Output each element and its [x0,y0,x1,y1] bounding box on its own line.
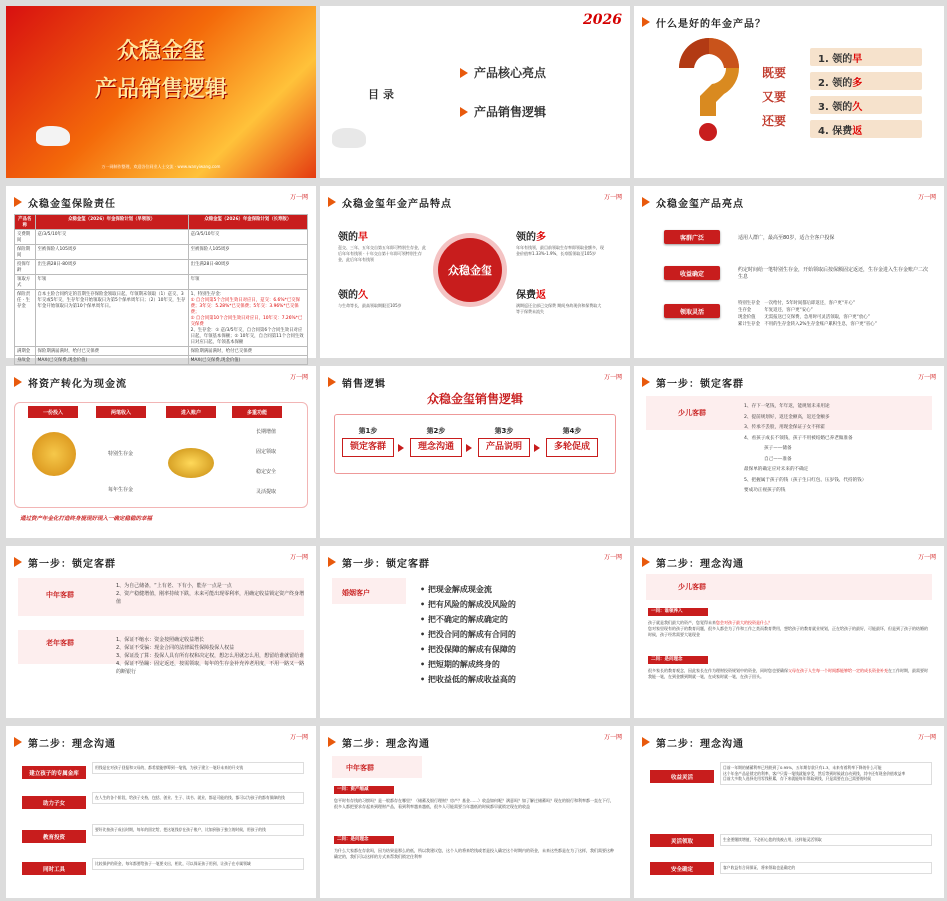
horse-image [36,126,70,146]
slide-subtitle: 销售逻辑 [342,378,386,390]
customer-label: 少儿客群 [678,408,706,417]
tag-certain: 收益确定 [664,266,720,280]
text-certain: 约定时间给一笔特别生存金，开始领取后按保额固定返还，生存金进入生存金账户二次生息 [738,267,929,280]
old-reasons: 1、保证不缩水：资金按照确定收益增长 2、保证不受骗：现金合同的法律属性保障投保人权益 3、保证没了算：投保人具有所有权和决定权，想怎么用就怎么用，想留给谁就留给谁 4、保证不坠蹦：固定返还，按需领取，每年的生存金补充养老用度，不用一路又一路的断银行 [116,637,305,675]
pill-long: 3. 领的久 [810,96,922,114]
brand-logo: 万一网 [289,554,308,561]
tag-safe: 安全确定 [650,862,714,875]
customer-label: 婚姻客户 [342,588,370,597]
slide-title: 众稳金玺销售逻辑 [426,392,523,406]
gold-pot-image [168,448,214,478]
slide-title: 第二步：理念沟通 [656,558,744,570]
pill-more: 2. 领的多 [810,72,922,90]
section-text-2: 很多家长的教育观念，因此家长在作为理财投资规划中的资金，同时您也要确保父母在孩子人生每一个时间都能够给一定的成长资金补充在工作时期，最需要时我能一笔，在到金额到期就一笔，在成家时就一笔，在孩子回头。 [648,668,928,679]
arrow-icon [398,444,404,452]
head-income: 两笔收入 [96,406,146,418]
step-3: 第3步 产品说明 [478,426,530,457]
section-text-2: 为什么大家都在存款吗，因为结果是那么的低，所以我建议您，这个人的将来给钱或者是投入确定这个时期内的资金，未来这些都是在为了这样，我们需要这种确定的，我们可以这样的方式来帮我们锁定住利率 [334,848,614,859]
customer-label: 少儿客群 [678,582,706,591]
year-badge: 2026 [583,12,622,28]
text-flexible: 生金要继续增值，不必担心您的钱被占用，这样能灵活领取 [720,834,932,846]
arrow-icon [642,17,650,27]
slide-title: 众稳金玺保险责任 [28,198,116,210]
pill-early: 1. 领的早 [810,48,922,66]
text-yield: 目前一年期的储蓄利率已经跌到了0.95%，五年期存款只有1.3，未来有着利率下降的什么可能 这个年金产品是锁定的利率，客户只需一笔钱就能享受，然后等到时候就自动到钱，其中还有现金价值收益率 目前大多数人选择先用零钱积累，存下来就能每年领取到钱，只是需要在自己需要的时候 [720,762,932,785]
brand-logo: 万一网 [917,554,936,561]
arrow-icon [642,557,650,567]
brand-logo: 万一网 [289,374,308,381]
tag-education: 教育投资 [22,830,86,843]
slide-sales-logic[interactable] [320,366,630,538]
feature-long: 领的久 与生命等长，最高领取期限至105岁 [338,290,402,308]
section-bar-1: 一问：谁领养入 [648,608,708,616]
toc-item: 产品销售逻辑 [460,103,546,120]
arrow-icon [328,197,336,207]
text-vault: 用钱是在对孩子回报和父母的，都希望能够筹到一笔钱，为孩子建立一笔好未来的开支钱 [92,762,304,774]
horse-image [332,128,366,148]
slide-title: 第二步：理念沟通 [656,738,744,750]
section-text-1: 孩子就是我们最大的资产，您觉得未来您会对孩子最大的投资是什么？ 您对家里现有的孩子的教育问题，很多人都会为了作和工作之类而教育费用，想给孩子的教育就业规划，正在给孩子的最好，可能最坏，但是到了孩子的结婚的时候，孩子经常需要大笔现金 [648,620,928,637]
toc-item: 产品核心亮点 [460,64,546,81]
slide-liability-table[interactable] [6,186,316,363]
label-yao1: 既要 [762,66,787,80]
brand-logo: 万一网 [917,194,936,201]
question-mark-graphic [664,28,754,148]
liability-table: 产品名称 众稳金玺（2026）年金保险计划（早领版） 众稳金玺（2026）年金保险计划（长寿版） 交费期间 趸/3/5/10年交 趸/3/5/10年交 保险期间 至被保险人105周岁 至被保险人105周岁 投保年龄 出生满28日-80周岁 出生满28日-80周岁 领取方式 年领 年领 保险责任 · 生存金 自本主险合同约定的首期生存保险金领取日起，年领期末领取（1）趸交、3年交或5年交，生存年金开始领取日为第5个保单周年日；（2）10年交，生存年金开始领取日为第10个保单周年日。 1、特别生存金： ① 自合同第5个合同生效日对应日，趸交：6.6%*已交保费；3年交：5.28%*已交保费；5年交：3.96%*已交保费； ② 自合同第10个合同生效日对应日，10年交：7.26%*已交保费 2、生存金：① 趸/3/5年交，自合同第6个合同生效日对应日起，年领基本保额；② 10年交，自合同第11个合同生效日对应日起，年领基本保额 满期金 保险期满届满时，给付已交保费 保险期满届满时，给付已交保费 身故金 MAX(已交保费,现金价值) MAX(已交保费,现金价值) [14,214,308,365]
child-reasons: 1、存下一笔钱，年年返，能规划未来用途 2、提前规划好，返还金额高，返还金额多 3、传承不丢股，用现金保证子女不挥霍 4、看孩子成长不领钱，孩子不用被结婚已养老做准备 孩子——储备 自己——准备 最保单的确定应对未来的不确定 5、把握属于孩子的钱（孩子生日红包、压岁钱、代持的钱） 要成功正视孩子的钱 [744,404,867,493]
income-annual: 每年生存金 [108,487,134,493]
text-wide: 适用人群广，最高至80岁，适合全客户投保 [738,235,835,241]
tag-flexible: 领取灵活 [664,304,720,318]
toc-label: 目录 [368,88,398,101]
slide-step1-child[interactable] [634,366,944,538]
cover-subtitle: 产品销售逻辑 [94,76,227,102]
tag-tool: 同时工具 [22,862,86,875]
middle-reasons: 1、为自己储备，“上有老、下有小，能存一点是一点 2、资产稳健增值，刚率持续下跌，未来可能出现零利率，用确定收益锁定资产终身增值 [116,583,305,605]
step-2: 第2步 理念沟通 [410,426,462,457]
label-yao3: 还要 [762,114,787,128]
marriage-bullets: • 把现金解成现金流 • 把有风险的解成没风险的 • 把不确定的解成确定的 • 把没合同的解成有合同的 • 把没保障的解成有保障的 • 把短期的解成终身的 • 把收益低的解成收益高的 [420,585,516,684]
arrow-icon [14,377,22,387]
brand-logo: 万一网 [917,734,936,741]
brand-logo: 万一网 [917,374,936,381]
arrow-icon [328,377,336,387]
slide-title: 众稳金玺年金产品特点 [342,198,452,210]
slide-title: 将资产转化为现金流 [28,378,127,390]
slide-step1-marriage[interactable] [320,546,630,718]
arrow-icon [642,737,650,747]
slide-cashflow[interactable] [6,366,316,538]
func-growth: 长期增值 [256,429,277,435]
arrow-icon [14,557,22,567]
text-tool: 比较保护的资金，每年都要给孩子一笔要支出，相比，可以保证孩子用到，让孩子在专属领域 [92,858,304,870]
slide-step1-mid-old[interactable] [6,546,316,718]
slide-title: 第二步：理念沟通 [342,738,430,750]
tag-wide: 客群广泛 [664,230,720,244]
income-special: 特别生存金 [108,451,134,457]
section-text-1: 您平时有存钱的习惯吗？是一般都存在哪里？（储蓄及银行理财？房产？基金……）收益如何呢？满意吗？如了解过储蓄吗？现在的银行和利率都一直在下行，很多人都把要求存起来到理财产品，看到利率越来越低，很多人可能需要当年越低的时候都早就锁定现在的收益 [334,798,614,809]
cover-footer: 万一网制作整理，欢迎各位同业人士交流 · www.wanyiwang.com [101,164,221,169]
old-customer-label: 老年客群 [46,638,74,647]
brand-logo: 万一网 [289,194,308,201]
feature-more: 领的多 年年有钱领，最目前领取生存率即领取金额多，现金价值率1.33%-1.9%，长寿版领取至105岁 [516,232,604,256]
arrow-icon [534,444,540,452]
slide-title: 什么是好的年金产品？ [656,18,766,30]
slide-step2-middle[interactable] [320,726,630,898]
tag-flexible: 灵活领取 [650,834,714,847]
slide-title: 第一步：锁定客群 [28,558,116,570]
arrow-icon [460,68,468,78]
func-fixed: 固定领取 [256,449,277,455]
brand-logo: 万一网 [603,194,622,201]
slide-title: 第二步：理念沟通 [28,738,116,750]
slogan: 通过资产年金化打造终身提现好现入一确定稳稳的幸福 [20,516,153,522]
slide-title: 第一步：锁定客群 [656,378,744,390]
arrow-icon [460,107,468,117]
customer-label: 中年客群 [346,763,374,772]
head-functions: 多重功能 [232,406,282,418]
text-flexible: 特别生存金 一次给付，5年时间都后即返还，客户更“开心” 生存金 年复返还，客户更“安心” 现金价值 无需报送已交保费，急用时可灵活领取，客户更“放心” 累计生存金 不用的生存金转入2%生存金账户累积生息，客户更“省心” [738,301,877,327]
slide-highlights[interactable] [634,186,944,358]
feature-return: 保费返 满期返还全部已交保费 期间身故现价和保费取大 等于保费未流失 [516,290,602,314]
func-flex: 灵活提取 [256,489,277,495]
slide-title: 第一步：锁定客群 [342,558,430,570]
money-tree-image [32,432,76,476]
tag-vault: 建立孩子的专属金库 [22,766,86,779]
arrow-icon [14,197,22,207]
arrow-icon [642,377,650,387]
step-4: 第4步 多轮促成 [546,426,598,457]
tag-support: 助力子女 [22,796,86,809]
pill-return: 4. 保费返 [810,120,922,138]
arrow-icon [642,197,650,207]
slide-features[interactable] [320,186,630,358]
text-education: 要好比按孩子成长时期，每年的固定给，把这笔钱存在孩子账户，比如到孩子独立的时候，用孩子的钱 [92,824,304,836]
cover-title: 众稳金玺 [116,38,205,64]
slide-title: 众稳金玺产品亮点 [656,198,744,210]
head-input: 一份投入 [28,406,78,418]
center-circle: 众稳金玺 [438,238,502,302]
slide-step2-tools[interactable] [6,726,316,898]
brand-logo: 万一网 [603,734,622,741]
brand-logo: 万一网 [289,734,308,741]
step-1: 第1步 锁定客群 [342,426,394,457]
text-support: 在人生的各个阶段，给孩子支持，包括、创业、生子、读书、就业，都是可能的钱，都可以为孩子的都有保障的钱 [92,792,304,804]
head-account: 进入账户 [166,406,216,418]
section-bar-2: 二问：是问理念 [334,836,394,844]
arrow-icon [328,737,336,747]
feature-early: 领的早 趸交、三年、五年交自第五年即可特别生存金，此后年年有钱领 · 十年交自第十年即可领特别生存金，此后年年有钱领 [338,232,426,262]
section-bar-1: 一问：资产缩减 [334,786,394,794]
slide-good-annuity[interactable] [634,6,944,178]
arrow-icon [14,737,22,747]
brand-logo: 万一网 [603,554,622,561]
label-yao2: 又要 [762,90,787,104]
slide-step2-features[interactable] [634,726,944,898]
middle-customer-label: 中年客群 [46,590,74,599]
func-safe: 稳定安全 [256,469,277,475]
section-bar-2: 二问：是问理念 [648,656,708,664]
arrow-icon [466,444,472,452]
text-safe: 客户收益有合同保证，将来领取也是确定的 [720,862,932,874]
brand-logo: 万一网 [603,374,622,381]
tag-yield: 收益灵活 [650,770,714,783]
slide-cover[interactable] [6,6,316,178]
slide-toc[interactable] [320,6,630,178]
slide-step2-child[interactable] [634,546,944,718]
arrow-icon [328,557,336,567]
